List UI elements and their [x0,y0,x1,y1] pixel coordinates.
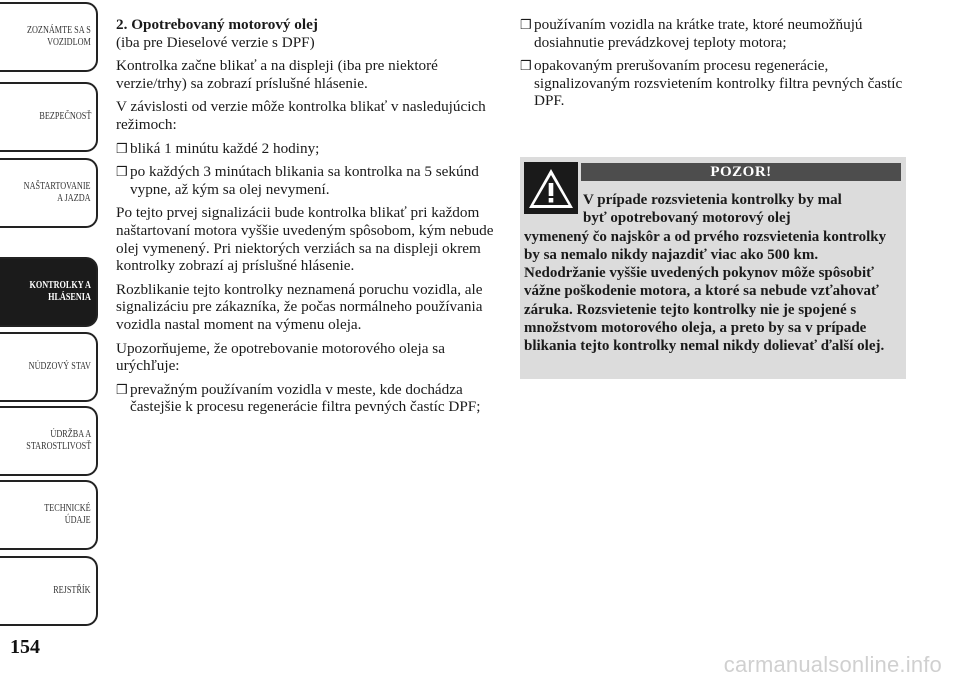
tab-udrzba-a-starostlivost[interactable] [0,406,98,476]
tab-label: BEZPEČNOSŤ [39,111,91,122]
tab-label: NAŠTARTOVANIE A JAZDA [24,181,91,204]
tab-label: KONTROLKY A HLÁSENIA [29,280,91,303]
list-item [116,140,498,158]
checkbox-bullet-icon: ❒ [520,17,532,32]
checkbox-bullet-icon: ❒ [116,381,128,397]
warning-box [520,157,906,379]
chapter-sidebar [0,0,100,640]
paragraph: V závislosti od verzie môže kontrolka blikať v nasledujúcich režimoch: [116,98,486,133]
paragraph: Rozblikanie tejto kontrolky neznamená poruchu vozidla, ale signalizáciu pre zákazníka, že počas normálneho používania vozidla nastal moment na výmenu oleja. [116,280,483,333]
tab-kontrolky-a-hlasenia[interactable] [0,257,98,327]
page-number: 154 [10,636,40,658]
section-subtitle: (iba pre Dieselové verzie s DPF) [116,33,315,51]
tab-label: TECHNICKÉ ÚDAJE [44,503,91,526]
list-item [520,57,910,110]
list-item-text: bliká 1 minútu každé 2 hodiny; [130,139,320,157]
tab-zoznamte-sa-s-vozidlom[interactable] [0,2,98,72]
warning-title: POZOR! [581,163,901,181]
tab-label: ZOZNÁMTE SA S VOZIDLOM [27,25,91,48]
checkbox-bullet-icon: ❒ [116,140,128,156]
list-item-text: opakovaným prerušovaním procesu regenerácie, signalizovaným rozsvietením kontrolky filtra pevných častíc DPF. [534,57,903,110]
paragraph: Upozorňujeme, že opotrebovanie motorového oleja sa urýchľuje: [116,339,445,375]
warning-text-line: V prípade rozsvietenia kontrolky by mal [583,192,842,208]
section-title: 2. Opotrebovaný motorový olej [116,16,318,33]
paragraph: Kontrolka začne blikať a na displeji (iba pre niektoré verzie/trhy) sa zobrazí príslušné hlásenie. [116,57,438,92]
warning-text-body: vymenený čo najskôr a od prvého rozsvietenia kontrolky by sa nemalo nikdy najazdiť viac ako 500 km. Nedodržanie vyššie uvedených pokynov môže spôsobiť vážne poškodenie motora, a ktoré sa nebude vzťahovať záruka. Rozsvietenie tejto kontrolky nie je spojené s množstvom motorového oleja, a preto by sa v prípade blikania tejto kontrolky nemal nikdy dolievať ďalší olej. [524,228,887,355]
checkbox-bullet-icon: ❒ [520,58,532,74]
list-item-text: po každých 3 minútach blikania sa kontrolka na 5 sekúnd vypne, až kým sa olej nevymení. [130,163,479,198]
tab-nastartovanie-a-jazda[interactable] [0,158,98,228]
tab-technicke-udaje[interactable] [0,480,98,550]
list-item [116,381,498,416]
list-item [116,163,498,198]
watermark: carmanualsonline.info [723,652,942,677]
list-item [520,16,910,51]
right-column [520,16,910,116]
paragraph: Po tejto prvej signalizácii bude kontrolka blikať pri každom naštartovaní motora vyššie uvedeným spôsobom, kým nebude olej vymenený. Pri niektorých verziách sa na displeji okrem kontrolky zobrazí aj príslušné hlásenie. [116,204,494,275]
tab-label: ÚDRŽBA A STAROSTLIVOSŤ [26,429,91,452]
section-heading [116,16,498,51]
tab-nudzovy-stav[interactable] [0,332,98,402]
warning-text [524,191,898,356]
tab-label: NÚDZOVÝ STAV [28,361,91,372]
tab-bezpecnost[interactable] [0,82,98,152]
warning-text-line: byť opotrebovaný motorový olej [583,210,791,227]
list-item-text: používaním vozidla na krátke trate, ktoré neumožňujú dosiahnutie prevádzkovej teploty motora; [534,16,863,51]
list-item-text: prevažným používaním vozidla v meste, kde dochádza častejšie k procesu regenerácie filtra pevných častíc DPF; [130,380,481,416]
tab-label: REJSTŘÍK [53,585,91,596]
checkbox-bullet-icon: ❒ [116,164,128,180]
left-column [116,16,498,422]
tab-rejstrik[interactable] [0,556,98,626]
